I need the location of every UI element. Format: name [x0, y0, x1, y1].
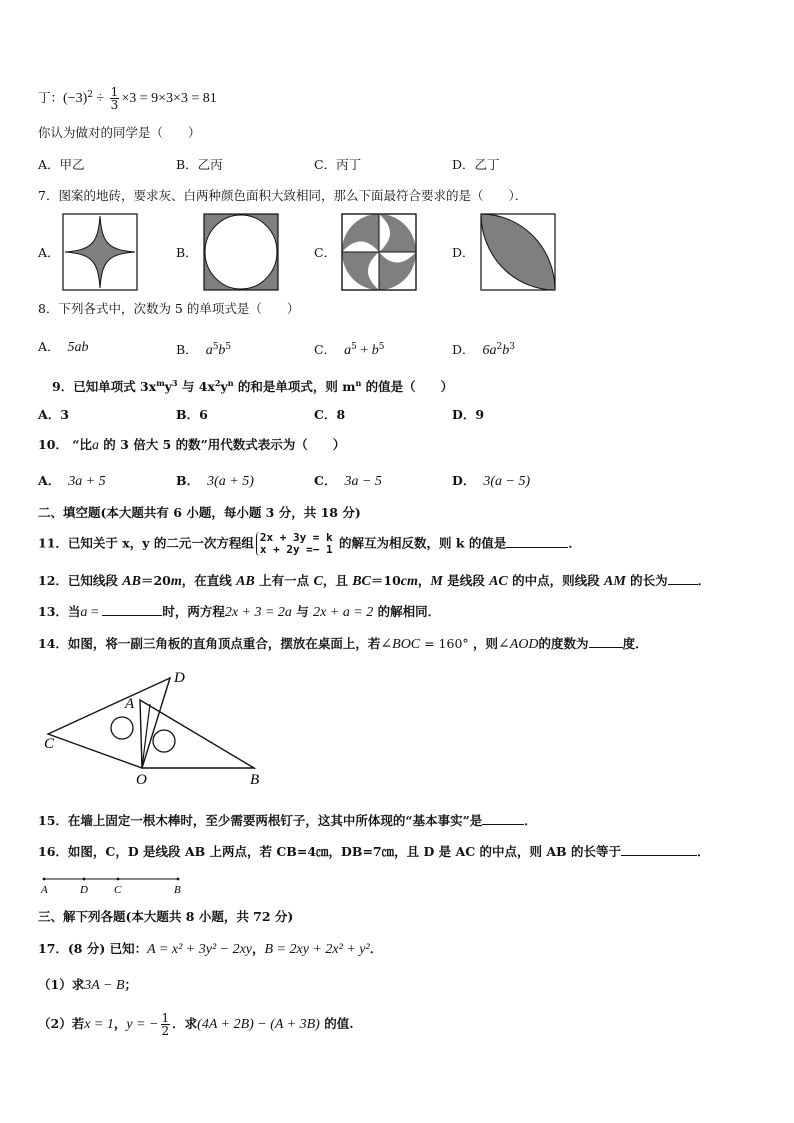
q12-t3: 上有一点 — [254, 573, 314, 588]
q16-answer-blank[interactable] — [621, 843, 697, 856]
q12-pre: 12．已知线段 — [38, 573, 123, 588]
q13-eq1: 2x + 3 = 2a — [224, 605, 292, 620]
q10-option-b[interactable] — [176, 472, 254, 491]
q17-end: ． — [369, 941, 383, 956]
q8-b-base2: b — [218, 343, 226, 359]
q14-triangle-figure — [40, 664, 276, 790]
q12-bc: BC — [352, 574, 371, 589]
q13-answer-blank[interactable] — [102, 603, 162, 616]
q6-option-d[interactable]: D．乙丁 — [452, 157, 500, 172]
q17-part2 — [38, 1012, 354, 1037]
q17-p1-end: ； — [124, 977, 138, 992]
q8-a-expr: 5ab — [67, 340, 89, 355]
q16-segment-figure — [38, 870, 188, 896]
q14-end: 度． — [622, 636, 648, 651]
q10-d-expr: 3(a − 5) — [483, 474, 531, 489]
q14-pre: 14．如图，将一副三角板的直角顶点重合，摆放在桌面上，若 — [38, 636, 381, 651]
q14-answer-blank[interactable] — [589, 635, 623, 648]
q13-pre: 13．当 — [38, 604, 81, 619]
q10-b-expr: 3(a + 5) — [207, 474, 254, 489]
q8-b-base1: a — [205, 343, 213, 359]
q8-label-b: B． — [176, 342, 198, 358]
q11-eq2: x + 2y =− 1 — [259, 543, 333, 556]
q7-label-a[interactable]: A． — [38, 245, 60, 260]
q8-label-c: C． — [314, 342, 337, 358]
q9-sup-n2: n — [355, 378, 362, 388]
q14-post: 的度数为 — [538, 636, 589, 651]
q8-c-exp2: 5 — [378, 342, 385, 352]
seg-label-d: D — [80, 884, 88, 896]
q17-p2-fraction — [161, 1012, 171, 1037]
q11-answer-blank[interactable] — [506, 535, 568, 548]
q8-b-exp2: 5 — [225, 342, 232, 352]
q10-label-b: B． — [176, 473, 200, 488]
q14-val: = 160° — [420, 636, 469, 651]
q9-option-c[interactable]: C．8 — [314, 407, 346, 422]
q15-answer-blank[interactable] — [482, 812, 524, 825]
q8-c-plus: + — [356, 343, 372, 359]
q15-text: 15．在墙上固定一根木棒时，至少需要两根钉子，这其中所体现的“基本事实”是 — [38, 813, 483, 828]
q12-t5: ＝10 — [370, 573, 401, 588]
q9-question — [52, 374, 453, 396]
q7-question: 7．图案的地砖，要求灰、白两种颜色面积大致相同，那么下面最符合要求的是（ ）． — [38, 188, 528, 203]
q6-option-a[interactable]: A．甲乙 — [38, 157, 85, 172]
tile-c-pinwheel[interactable] — [341, 213, 417, 291]
q12-t2: ，在直线 — [181, 573, 237, 588]
q17-p2-frac-num: 1 — [161, 1011, 170, 1025]
q10-var: a — [91, 438, 99, 453]
q10-label-a: A． — [38, 473, 61, 488]
q12-mm: M — [430, 574, 443, 589]
triangle-aob — [140, 700, 254, 768]
q11-end: ． — [568, 535, 581, 551]
q9-sup-n: n — [227, 378, 234, 388]
q12-t7: 是线段 — [442, 573, 490, 588]
q9-sup-3: 3 — [171, 378, 178, 388]
q17-p2-y: y = − — [126, 1017, 159, 1032]
q9-end: 的值是（ ） — [361, 379, 454, 395]
tile-a-star[interactable] — [62, 213, 138, 291]
q13-question — [38, 603, 440, 622]
q9-mid3: y — [220, 379, 228, 395]
q8-d-exp1: 2 — [496, 342, 503, 352]
q8-option-b[interactable] — [176, 338, 231, 360]
q17-p2-end: 的值. — [319, 1016, 354, 1031]
q8-d-coef: 6a — [482, 343, 497, 359]
label-c: C — [44, 736, 55, 752]
q17-p1-expr: 3A − B — [84, 978, 125, 993]
seg-label-a: A — [41, 884, 48, 896]
hole-circle-right — [153, 730, 175, 752]
q10-option-c[interactable] — [314, 472, 382, 491]
ding-div: ÷ — [92, 91, 108, 107]
q17-p2-expr: (4A + 2B) − (A + 3B) — [197, 1017, 320, 1032]
q13-mid: 时，两方程 — [162, 604, 225, 619]
ding-frac-num: 1 — [110, 85, 119, 100]
q8-c-exp1: 5 — [351, 342, 357, 352]
q7-label-c[interactable]: C． — [314, 245, 337, 260]
q16-end: ． — [696, 844, 710, 859]
q14-angle1: ∠BOC — [380, 637, 421, 652]
q17-part1 — [38, 976, 137, 995]
q13-eq: = — [87, 605, 103, 620]
q10-option-a[interactable] — [38, 472, 106, 491]
q15-question — [38, 812, 537, 830]
q12-c: C — [313, 574, 323, 589]
q10-label-c: C． — [314, 473, 337, 488]
ding-prefix: 丁： — [38, 90, 64, 106]
q12-t9: 的长为 — [625, 573, 668, 588]
q17-question — [38, 940, 382, 959]
q9-mid2: 与 4x — [177, 379, 215, 395]
q8-label-d: D． — [452, 342, 475, 358]
q8-label-a: A． — [38, 339, 60, 354]
q9-sup-m: m — [156, 378, 165, 388]
q16-text: 16．如图，C，D 是线段 AB 上两点，若 CB=4㎝，DB=7㎝，且 D 是 AC 的中点，则 AB 的长等于 — [38, 844, 621, 859]
q9-post: 的和是单项式，则 m — [233, 379, 356, 395]
q17-p2-x: x = 1 — [84, 1017, 114, 1032]
ding-expr-right: ×3 = 9×3×3 = 81 — [121, 91, 217, 107]
q16-question — [38, 843, 710, 861]
q12-t8: 的中点，则线段 — [507, 573, 604, 588]
q17-sep: ， — [252, 941, 265, 956]
section-3-heading: 三、解下列各题(本大题共 8 小题，共 72 分) — [38, 909, 294, 924]
q12-t6: ， — [417, 573, 431, 588]
seg-label-c: C — [114, 884, 122, 896]
q13-var: a — [80, 605, 88, 620]
q12-am: AM — [604, 574, 626, 589]
q12-question — [38, 572, 710, 591]
hole-circle-left — [111, 717, 133, 739]
ding-frac-den: 3 — [110, 98, 119, 113]
q12-ab2: AB — [236, 574, 255, 589]
q6-option-b[interactable]: B．乙丙 — [176, 157, 223, 172]
q9-sup-2: 2 — [214, 378, 221, 388]
q6-question: 你认为做对的同学是（ ） — [38, 125, 201, 140]
q12-t4: ，且 — [322, 573, 353, 588]
q9-option-b[interactable]: B．6 — [176, 407, 208, 422]
q8-d-exp2: 3 — [509, 342, 515, 352]
q8-c-base2: b — [371, 343, 379, 359]
q11-eq1: 2x + 3y = k — [259, 531, 333, 544]
q10-option-d[interactable] — [452, 472, 530, 491]
ding-exp: 2 — [87, 90, 93, 100]
q8-option-a[interactable] — [38, 338, 89, 357]
q10-label-d: D． — [452, 473, 476, 488]
q14-question — [38, 635, 648, 654]
q14-mid: ，则 — [468, 636, 499, 651]
q17-p2-mid: ．求 — [172, 1016, 198, 1031]
q13-and: 与 — [291, 604, 314, 619]
label-b: B — [250, 772, 260, 788]
ding-expr-left: (−3) — [63, 91, 88, 107]
q8-option-d[interactable] — [452, 338, 515, 360]
q12-ab: AB — [122, 574, 141, 589]
tile-b-circle[interactable] — [203, 213, 279, 291]
q8-b-exp1: 5 — [212, 342, 219, 352]
ding-fraction — [110, 86, 120, 111]
q12-ac: AC — [489, 574, 508, 589]
label-o: O — [136, 772, 147, 788]
q8-question: 8．下列各式中，次数为 5 的单项式是（ ） — [38, 301, 300, 316]
q12-m: m — [170, 574, 182, 589]
q12-end: ． — [697, 573, 711, 588]
q8-option-c[interactable] — [314, 338, 384, 360]
q12-answer-blank[interactable] — [668, 572, 698, 585]
q11-question — [38, 532, 581, 556]
q7-label-b[interactable]: B． — [176, 245, 198, 260]
q17-pre: 17．(8 分) 已知： — [38, 941, 148, 956]
q9-pre: 9．已知单项式 3x — [52, 379, 157, 395]
q11-equation-system — [256, 532, 333, 556]
q17-p1-pre: （1）求 — [38, 977, 85, 992]
q11-post: 的解互为相反数，则 k 的值是 — [334, 535, 507, 551]
q14-angle2: ∠AOD — [498, 637, 539, 652]
label-a: A — [125, 696, 135, 712]
q17-expr-b: B = 2xy + 2x² + y² — [264, 942, 370, 957]
q17-p2-pre: （2）若 — [38, 1016, 85, 1031]
q8-d-base2: b — [502, 343, 510, 359]
q10-a-expr: 3a + 5 — [68, 474, 106, 489]
q12-cm: cm — [400, 574, 418, 589]
triangle-cod — [48, 678, 170, 768]
q8-c-base1: a — [344, 343, 352, 359]
section-2-heading: 二、填空题(本大题共有 6 小题，每小题 3 分，共 18 分) — [38, 505, 361, 520]
q17-p2-sep: ， — [113, 1016, 127, 1031]
q6-ding-line — [38, 86, 217, 111]
q10-question — [38, 436, 345, 455]
q13-eq2: 2x + a = 2 — [313, 605, 374, 620]
tile-d-leaf[interactable] — [480, 213, 556, 291]
q7-label-d[interactable]: D． — [452, 245, 475, 260]
q10-post: 的 3 倍大 5 的数”用代数式表示为（ ） — [98, 437, 346, 452]
q11-pre: 11．已知关于 x，y 的二元一次方程组 — [38, 535, 254, 551]
q9-option-a[interactable]: A．3 — [38, 407, 69, 422]
label-d: D — [174, 670, 185, 686]
q9-option-d[interactable]: D．9 — [452, 407, 485, 422]
q10-c-expr: 3a − 5 — [344, 474, 382, 489]
seg-label-b: B — [174, 884, 181, 896]
q9-mid1: y — [164, 379, 172, 395]
q10-pre: 10． “比 — [38, 437, 92, 452]
q13-post: 的解相同． — [373, 604, 441, 619]
q17-expr-a: A = x² + 3y² − 2xy — [147, 942, 253, 957]
q17-p2-frac-den: 2 — [161, 1024, 170, 1038]
q12-t1: ＝20 — [140, 573, 171, 588]
q6-option-c[interactable]: C．丙丁 — [314, 157, 362, 172]
q15-end: ． — [524, 813, 537, 828]
